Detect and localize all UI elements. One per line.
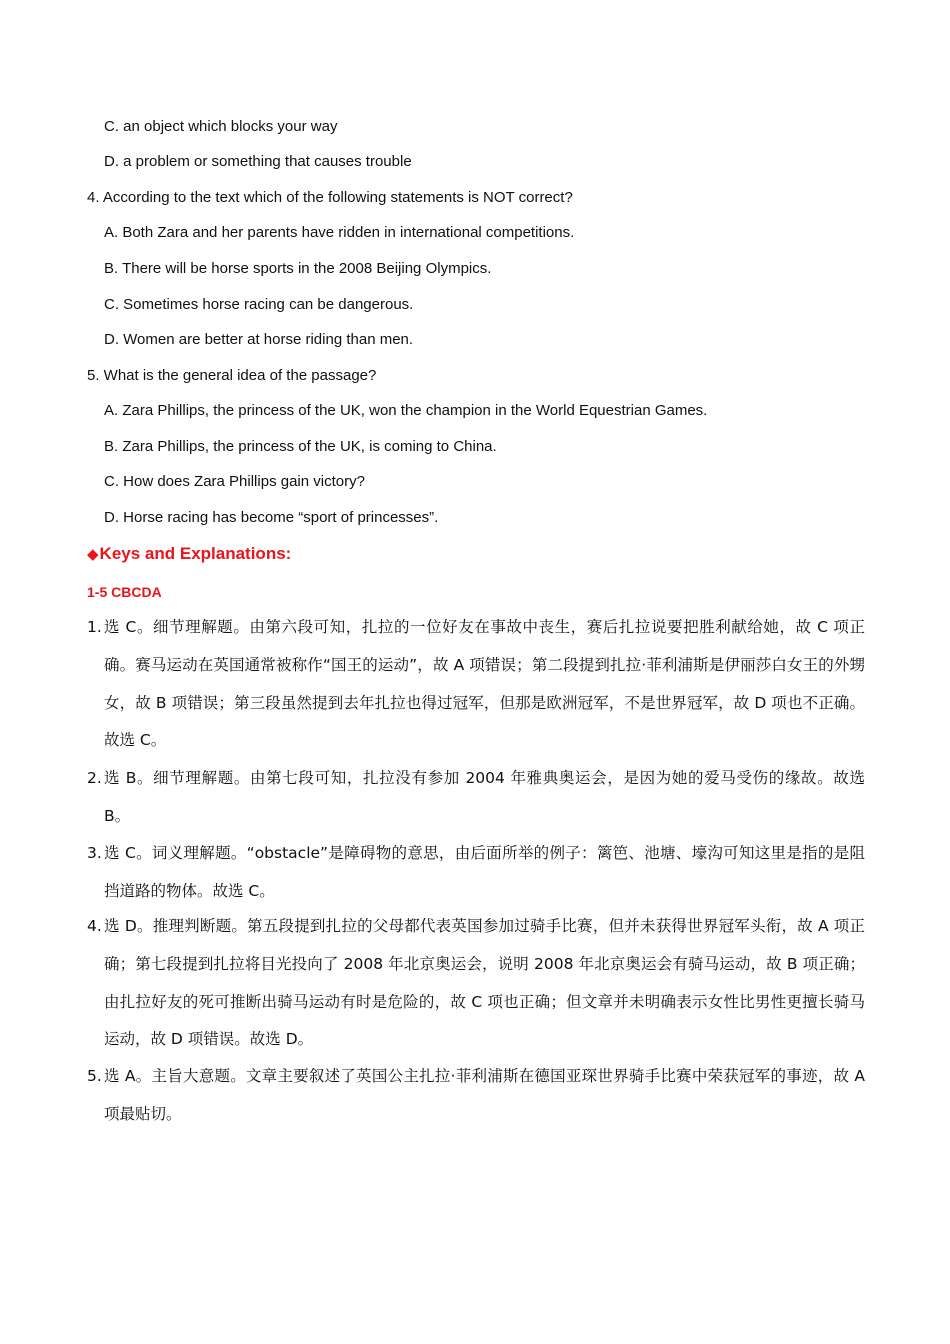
explanation-text: 选 D。推理判断题。第五段提到扎拉的父母都代表英国参加过骑手比赛，但并未获得世界冠军头衔，故 A 项正确；第七段提到扎拉将目光投向了 2008 年北京奥运会，说明 2008 年北京奥运会有骑马运动，故 B 项正确；由扎拉好友的死可推断出骑马运动有时是危险的，故 C 项也正确；但文章并未明确表示女性比男性更擅长骑马运动，故 D 项错误。故选 D。 xyxy=(104,917,865,1049)
explanation-text: 选 C。词义理解题。“obstacle”是障碍物的意思，由后面所举的例子：篱笆、池塘、壕沟可知这里是指的是阻挡道路的物体。故选 C。 xyxy=(104,844,865,900)
q4-option-b: B. There will be horse sports in the 2008 Beijing Olympics. xyxy=(104,260,492,277)
explanation-text: 选 C。细节理解题。由第六段可知，扎拉的一位好友在事故中丧生，赛后扎拉说要把胜利献给她，故 C 项正确。赛马运动在英国通常被称作“国王的运动”，故 A 项错误；第二段提到扎拉·菲利浦斯是伊丽莎白女王的外甥女，故 B 项错误；第三段虽然提到去年扎拉也得过冠军，但那是欧洲冠军，不是世界冠军，故 D 项也不正确。故选 C。 xyxy=(104,618,865,750)
explanation-number: 5. xyxy=(87,1067,102,1085)
explanation-text: 选 A。主旨大意题。文章主要叙述了英国公主扎拉·菲利浦斯在德国亚琛世界骑手比赛中荣获冠军的事迹，故 A 项最贴切。 xyxy=(104,1067,865,1123)
answer-key: 1-5 CBCDA xyxy=(87,584,162,600)
explanation-number: 4. xyxy=(87,917,102,935)
keys-heading-text: Keys and Explanations: xyxy=(99,544,292,563)
explanation-2 xyxy=(87,760,865,836)
explanation-1 xyxy=(87,609,865,760)
q3-option-c: C. an object which blocks your way xyxy=(104,118,338,135)
q5-stem: 5. What is the general idea of the passage? xyxy=(87,367,377,384)
q5-option-d: D. Horse racing has become “sport of princesses”. xyxy=(104,509,439,526)
q4-stem: 4. According to the text which of the following statements is NOT correct? xyxy=(87,189,573,206)
explanation-number: 3. xyxy=(87,844,102,862)
explanation-number: 2. xyxy=(87,769,102,787)
q4-option-d: D. Women are better at horse riding than men. xyxy=(104,331,414,348)
explanation-3 xyxy=(87,835,865,911)
explanation-5 xyxy=(87,1058,865,1134)
q5-option-a: A. Zara Phillips, the princess of the UK, won the champion in the World Equestrian Games. xyxy=(104,402,708,419)
q5-option-c: C. How does Zara Phillips gain victory? xyxy=(104,473,365,490)
diamond-bullet-icon: ◆ xyxy=(87,546,99,563)
explanation-number: 1. xyxy=(87,618,102,636)
q4-option-c: C. Sometimes horse racing can be dangerous. xyxy=(104,296,414,313)
q4-option-a: A. Both Zara and her parents have ridden in international competitions. xyxy=(104,224,575,241)
q5-option-b: B. Zara Phillips, the princess of the UK, is coming to China. xyxy=(104,438,497,455)
keys-heading xyxy=(87,543,291,566)
explanation-text: 选 B。细节理解题。由第七段可知，扎拉没有参加 2004 年雅典奥运会，是因为她的爱马受伤的缘故。故选 B。 xyxy=(104,769,865,825)
q3-option-d: D. a problem or something that causes trouble xyxy=(104,153,412,170)
explanation-4 xyxy=(87,908,865,1059)
